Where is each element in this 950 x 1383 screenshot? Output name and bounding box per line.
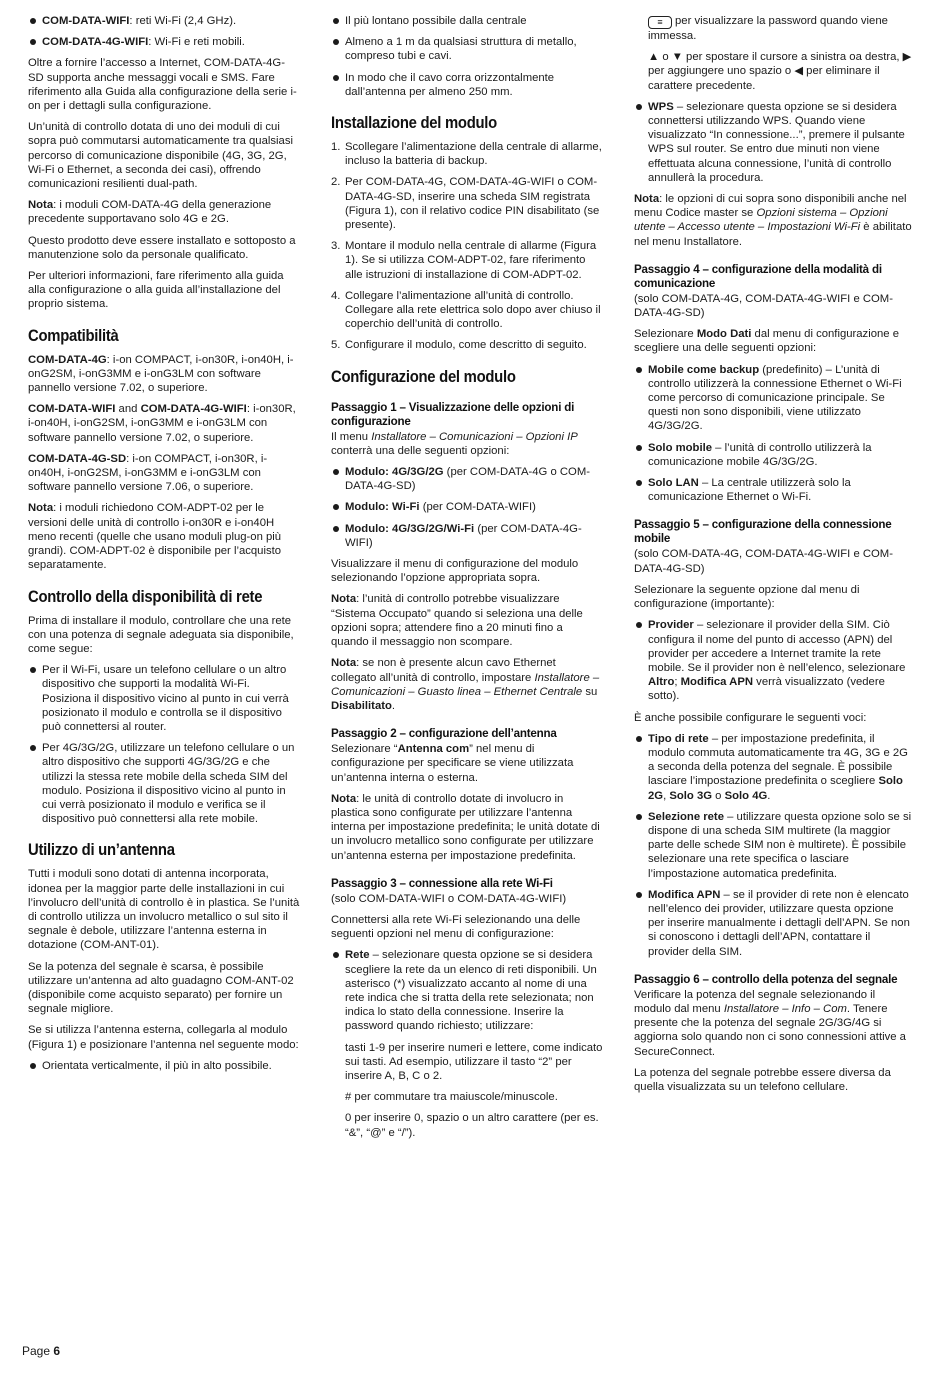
list-item: Orientata verticalmente, il più in alto possibile. [28, 1059, 300, 1073]
paragraph: Verificare la potenza del segnale selezionando il modulo dal menu Installatore – Info – Com. Tenere presente che la potenza del segnale 2G/3G/4G si aggiorna solo quando non ci sono connessioni attive a SecureConnect. [634, 988, 906, 1058]
list-item: Almeno a 1 m da qualsiasi struttura di metallo, compreso tubi e cavi. [331, 35, 603, 63]
paragraph: Selezionare Modo Dati dal menu di configurazione e scegliere una delle seguenti opzioni: [634, 328, 899, 355]
list-item: 4. Collegare l’alimentazione all’unità di controllo. Collegare alla rete elettrica solo dopo aver chiuso il coperchio dell’unità di controllo. [331, 289, 601, 331]
step5-subtitle: (solo COM-DATA-4G, COM-DATA-4G-WIFI e COM-DATA-4G-SD) [634, 548, 893, 575]
note: Nota: le unità di controllo dotate di involucro in plastica sono configurate per utilizzare l’antenna interna per impostazione predefinita; le unità dotate di un involucro metallico sono configurate per utilizzare un’antenna esterna per impostazione predefinita. [331, 792, 600, 862]
step3-heading: Passaggio 3 – connessione alla rete Wi-Fi [331, 876, 553, 890]
paragraph: Un’unità di controllo dotata di uno dei moduli di cui sopra può commutarsi automaticamente tra qualsiasi percorso di comunicazione disponibile (4G, 3G, 2G, Wi-Fi o Ethernet, a seconda dei casi), offrendo comunicazioni resilienti dual-path. [28, 121, 293, 191]
list-item: Per 4G/3G/2G, utilizzare un telefono cellulare o un altro dispositivo che supporti 4G/3G/2G e che utilizzi la stessa rete mobile della scheda SIM del modulo. Posiziona il dispositivo vicino al punto in cui verrà posizionato il modulo e verifica se il dispositivo può connettersi alla rete mobile. [28, 741, 300, 826]
heading-network-availability: Controllo della disponibilità di rete [28, 587, 263, 606]
note: Nota: i moduli richiedono COM-ADPT-02 per le versioni delle unità di controllo i-on30R e i-on40H meno recenti (quelle che usano moduli plug-on più grandi). COM-ADPT-02 è disponibile per l’acquisto separatamente. [28, 502, 282, 572]
compat-4g: COM-DATA-4G: i-on COMPACT, i-on30R, i-on40H, i-onG2SM, i-onG3MM e i-onG3LM con software pannello versione 7.02, o superiore. [28, 353, 294, 395]
paragraph: Per ulteriori informazioni, fare riferimento alla guida alla configurazione o alla guida all’installazione del proprio sistema. [28, 270, 284, 311]
paragraph: Selezionare la seguente opzione dal menu di configurazione (importante): [634, 583, 860, 611]
list-item: Modulo: 4G/3G/2G (per COM-DATA-4G o COM-DATA-4G-SD) [331, 465, 603, 493]
step2-heading: Passaggio 2 – configurazione dell’antenna [331, 727, 557, 741]
wifi-options-list [331, 948, 603, 1139]
list-item: Modulo: Wi-Fi (per COM-DATA-WIFI) [331, 500, 603, 514]
antenna-position-list-cont [331, 14, 603, 99]
column-right [634, 14, 912, 1101]
paragraph: Tutti i moduli sono dotati di antenna incorporata, idonea per la maggior parte delle installazioni in cui l’involucro dell’unità di controllo è in plastica. Se l’unità di controllo utilizza un involucro metallico o sul sito il segnale è debole, utilizzare l’antenna esterna in dotazione (COM-ANT-01). [28, 868, 300, 952]
list-item: Mobile come backup (predefinito) – L’unità di controllo utilizzerà la connessione Ethernet o Wi-Fi come percorso di comunicazione principale. Se questi non sono disponibili, viene utilizzato 4G/3G/2G. [634, 363, 912, 434]
list-item: 2. Per COM-DATA-4G, COM-DATA-4G-WIFI o COM-DATA-4G-SD, inserire una scheda SIM registrata (Figura 1), con il relativo codice PIN disabilitato (se presente). [331, 176, 600, 232]
paragraph: Visualizzare il menu di configurazione del modulo selezionando l’opzione appropriata sopra. [331, 558, 579, 585]
menu-key-icon: ≡ [648, 16, 672, 29]
antenna-position-list [28, 1059, 300, 1073]
data-mode-list [634, 363, 912, 505]
paragraph: 0 per inserire 0, spazio o un altro carattere (per es. “&”, “@” e “/”). [345, 1112, 599, 1139]
step4-subtitle: (solo COM-DATA-4G, COM-DATA-4G-WIFI e COM-DATA-4G-SD) [634, 292, 893, 320]
network-options-list [634, 732, 912, 959]
list-item: 5. Configurare il modulo, come descritto di seguito. [331, 339, 587, 352]
list-item: Solo LAN – La centrale utilizzerà solo la comunicazione Ethernet o Wi-Fi. [634, 476, 912, 504]
note: Nota: se non è presente alcun cavo Ethernet collegato all’unità di controllo, impostare Installatore – Comunicazioni – Guasto linea – Ethernet Centrale su Disabilitato. [331, 657, 600, 712]
paragraph: Selezionare “Antenna com” nel menu di configurazione per specificare se viene utilizzata un’antenna interna o esterna. [331, 743, 574, 784]
wps-list [634, 100, 912, 185]
paragraph: Prima di installare il modulo, controllare che una rete con una potenza di segnale adeguata sia disponibile, come segue: [28, 614, 294, 655]
compat-wifi: COM-DATA-WIFI and COM-DATA-4G-WIFI: i-on30R, i-on40H, i-onG2SM, i-onG3MM e i-onG3LM con software pannello versione 7.02, o superiore. [28, 403, 296, 444]
heading-antenna: Utilizzo di un’antenna [28, 841, 175, 860]
step3-subtitle: (solo COM-DATA-WIFI o COM-DATA-4G-WIFI) [331, 892, 567, 905]
paragraph: Il menu Installatore – Comunicazioni – Opzioni IP conterrà una delle seguenti opzioni: [331, 430, 578, 457]
note: Nota: le opzioni di cui sopra sono disponibili anche nel menu Codice master se Opzioni sistema – Opzioni utente – Accesso utente – Impostazioni Wi-Fi è abilitato nel menu Installatore. [634, 193, 912, 248]
paragraph: Connettersi alla rete Wi-Fi selezionando una delle seguenti opzioni nel menu di configurazione: [331, 913, 581, 941]
heading-module-configuration: Configurazione del modulo [331, 367, 516, 386]
step5-heading: Passaggio 5 – configurazione della connessione mobile [634, 518, 892, 546]
paragraph: tasti 1-9 per inserire numeri e lettere, come indicato sui tasti. Ad esempio, utilizzare il tasto “2” per inserire A, B, C o 2. [345, 1041, 603, 1082]
list-item: Il più lontano possibile dalla centrale [331, 14, 603, 28]
page-number: Page 6 [22, 1344, 61, 1358]
list-item: 1. Scollegare l’alimentazione della centrale di allarme, incluso la batteria di backup. [331, 141, 602, 168]
heading-compatibility: Compatibilità [28, 326, 119, 345]
paragraph: Oltre a fornire l’accesso a Internet, COM-DATA-4G-SD supporta anche messaggi vocali e SMS. Fare riferimento alla Guida alla configurazione della serie i-on per i dettagli sulla configurazione. [28, 57, 297, 113]
note: Nota: l’unità di controllo potrebbe visualizzare “Sistema Occupato” quando si seleziona una delle opzioni sopra; attendere fino a 20 minuti fino a quando il messaggio non scompare. [331, 593, 583, 649]
list-item: Modulo: 4G/3G/2G/Wi-Fi (per COM-DATA-4G-WIFI) [331, 522, 603, 550]
list-item: Rete – selezionare questa opzione se si desidera scegliere la rete da un elenco di reti disponibili. Un asterisco (*) visualizzato accanto al nome di una rete indica che si tratta della rete selezionata; non indica lo stato della connessione. Inserire la password quando richiesto; utilizzare: tasti 1-9 per inserire numeri e lettere, come indicato sui tasti. Ad esempio, utilizzare il tasto “2” per inserire A, B, C o 2. # per commutare tra maiuscole/minuscole. 0 per inserire 0, spazio o un altro carattere (per es. “&”, “@” e “/”). [331, 948, 603, 1139]
paragraph: ▲ o ▼ per spostare il cursore a sinistra oa destra, ▶ per aggiungere uno spazio o ◀ per eliminare il carattere precedente. [648, 51, 912, 92]
list-item: Solo mobile – l’unità di controllo utilizzerà la comunicazione mobile 4G/3G/2G. [634, 441, 912, 469]
paragraph: Questo prodotto deve essere installato e sottoposto a manutenzione solo da personale qualificato. [28, 234, 296, 261]
module-list [28, 14, 300, 49]
network-check-list [28, 663, 300, 826]
paragraph: # per commutare tra maiuscole/minuscole. [345, 1091, 558, 1104]
list-item: 3. Montare il modulo nella centrale di allarme (Figura 1). Se si utilizza COM-ADPT-02, fare riferimento alle istruzioni di installazione di COM-ADPT-02. [331, 240, 597, 281]
list-item: COM-DATA-WIFI: reti Wi-Fi (2,4 GHz). [28, 14, 300, 28]
list-item: In modo che il cavo corra orizzontalmente dall’antenna per almeno 250 mm. [331, 71, 603, 99]
module-options-list [331, 465, 603, 550]
paragraph: È anche possibile configurare le seguenti voci: [634, 711, 867, 724]
list-item: Tipo di rete – per impostazione predefinita, il modulo commuta automaticamente tra 4G, 3G e 2G a seconda della potenza del segnale. È possibile lasciare l’impostazione predefinita o scegliere Solo 2G, Solo 3G o Solo 4G. [634, 732, 912, 803]
paragraph: Se si utilizza l’antenna esterna, collegarla al modulo (Figura 1) e posizionare l’antenna nel seguente modo: [28, 1024, 299, 1051]
paragraph: ≡ per visualizzare la password quando viene immessa. [648, 15, 888, 42]
list-item: Provider – selezionare il provider della SIM. Ciò configura il nome del punto di accesso (APN) del provider per accedere a Internet tramite la rete mobile. Se il provider non è nell’elenco, selezionare Altro; Modifica APN verrà visualizzato (vedere sotto). [634, 618, 912, 703]
note: Nota: i moduli COM-DATA-4G della generazione precedente supportavano solo 4G e 2G. [28, 199, 272, 226]
list-item: Modifica APN – se il provider di rete non è elencato nell’elenco dei provider, utilizzare questa opzione per inserire manualmente i dettagli dell’APN. Se non si conoscono i dettagli dell’APN, contattare il provider della SIM. [634, 888, 912, 959]
column-middle [331, 14, 603, 1147]
column-left [28, 14, 300, 1080]
list-item: Selezione rete – utilizzare questa opzione solo se si dispone di una scheda SIM multirete (la maggior parte delle schede SIM non è multirete). È possibile selezionare una rete specifica o lasciare l’impostazione automatica predefinita. [634, 810, 912, 881]
compat-4g-sd: COM-DATA-4G-SD: i-on COMPACT, i-on30R, i-on40H, i-onG2SM, i-onG3MM e i-onG3LM con software pannello versione 7.06, o superiore. [28, 452, 268, 494]
step4-heading: Passaggio 4 – configurazione della modalità di comunicazione [634, 262, 882, 290]
install-steps [331, 140, 603, 353]
paragraph: La potenza del segnale potrebbe essere diversa da quella visualizzata su un telefono cellulare. [634, 1066, 891, 1093]
step6-heading: Passaggio 6 – controllo della potenza del segnale [634, 972, 898, 986]
heading-module-installation: Installazione del modulo [331, 114, 497, 133]
list-item: WPS – selezionare questa opzione se si desidera connettersi utilizzando WPS. Quando viene visualizzato “In connessione...”, premere il pulsante WPS sul router. Se entro due minuti non viene effettuata alcuna connessione, l’unità di controllo annullerà la procedura. [634, 100, 912, 185]
list-item: Per il Wi-Fi, usare un telefono cellulare o un altro dispositivo che supporti la modalità Wi-Fi. Posiziona il dispositivo vicino al punto in cui verrà posizionato il modulo e controlla se il dispositivo può connettersi al router. [28, 663, 300, 734]
provider-list [634, 618, 912, 703]
list-item: COM-DATA-4G-WIFI: Wi-Fi e reti mobili. [28, 35, 300, 49]
paragraph: Se la potenza del segnale è scarsa, è possibile utilizzare un’antenna ad alto guadagno COM-ANT-02 (disponibile come acquisto separato) per fornire un segnale migliore. [28, 960, 294, 1016]
step1-heading: Passaggio 1 – Visualizzazione delle opzioni di configurazione [331, 400, 575, 428]
